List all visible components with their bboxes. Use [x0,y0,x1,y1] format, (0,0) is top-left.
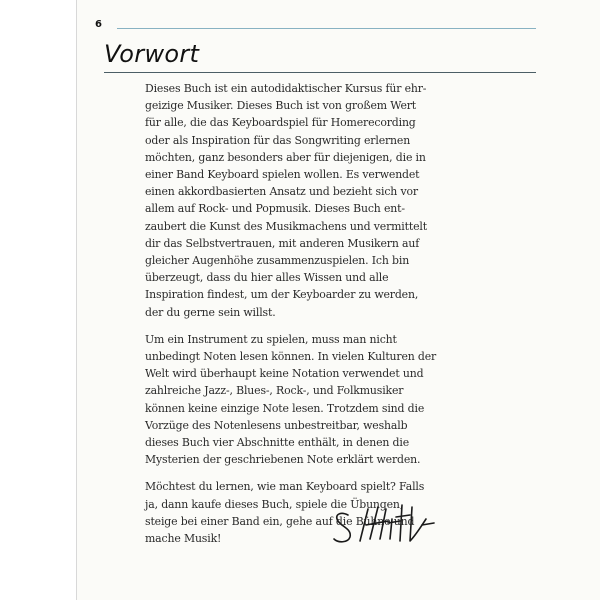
paragraph-3: Möchtest du lernen, wie man Keyboard spielt? Falls ja, dann kaufe dieses Buch, spiele die Übungen, steige bei einer Band ein, gehe auf die Bühne und mache Musik! [145,480,425,546]
page-title: Vorwort [104,40,200,68]
page-number: 6 [95,19,102,30]
signature-image [330,495,440,550]
paragraph-1: Dieses Buch ist ein autodidaktischer Kursus für ehr- geizige Musiker. Dieses Buch ist von großem Wert für alle, die das Keyboardspiel für Homerecording oder als Inspiration für das Songwriting erlernen möchten, ganz besonders aber für diejenigen, die in einer Band Keyboard spielen wollen. Es verwendet einen akkordbasierten Ansatz und bezieht sich vor allem auf Rock- und Popmusik. Dieses Buch ent- zaubert die Kunst des Musikmachens und vermittelt dir das Selbstvertrauen, mit anderen Musikern auf gleicher Augenhöhe zusammenzuspielen. Ich bin überzeugt, dass du hier alles Wissen und alle Inspiration findest, um der Keyboarder zu werden, der du gerne sein willst. [145,82,427,319]
body-text [145,80,440,557]
paragraph-2: Um ein Instrument zu spielen, muss man nicht unbedingt Noten lesen können. In vielen Kulturen der Welt wird überhaupt keine Notation verwendet und zahlreiche Jazz-, Blues-, Rock-, und Folkmusiker können keine einzige Note lesen. Trotzdem sind die Vorzüge des Notenlesens unbestreitbar, weshalb dieses Buch vier Abschnitte enthält, in denen die Mysterien der geschriebenen Note erklärt werden. [145,332,437,467]
title-underline [104,72,536,73]
header-rule [117,28,536,29]
